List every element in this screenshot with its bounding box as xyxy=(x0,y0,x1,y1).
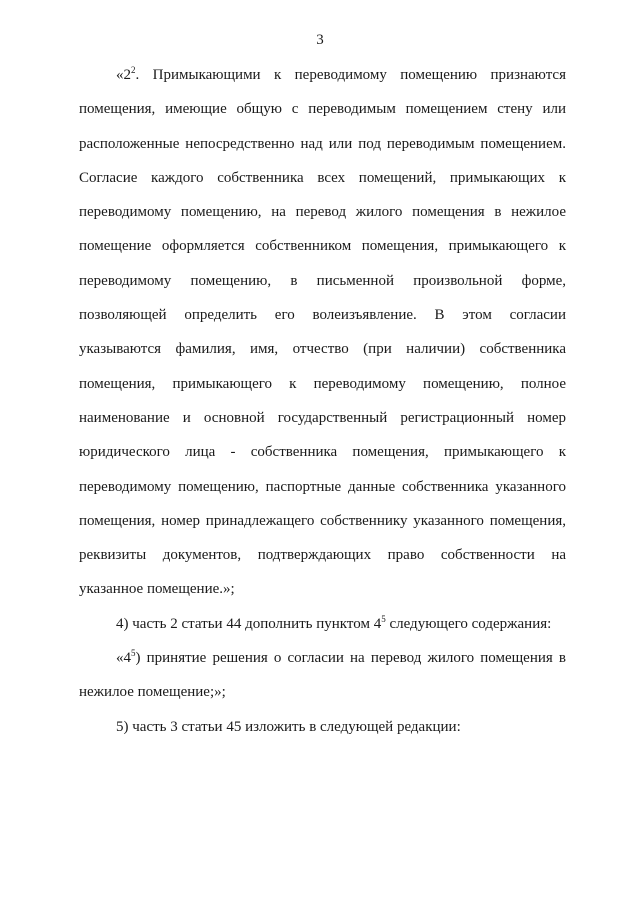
page-number: 3 xyxy=(316,32,324,48)
paragraph-line: переводимому помещению, в письменной произвольной форме, xyxy=(79,272,566,289)
paragraph-line: указанное помещение.»; xyxy=(79,581,235,598)
quote-open: «4 xyxy=(116,650,131,667)
paragraph-line: помещения, имеющие общую с переводимым помещением стену или xyxy=(79,101,566,118)
document-body xyxy=(79,64,566,750)
paragraph-line: Согласие каждого собственника всех помещений, примыкающих к xyxy=(79,169,566,186)
paragraph-text: . Примыкающими к переводимому помещению признаются xyxy=(135,67,566,83)
paragraph-line: наименование и основной государственный регистрационный номер xyxy=(79,409,566,426)
paragraph-text: следующего содержания: xyxy=(385,615,552,632)
paragraph-line xyxy=(79,64,566,98)
paragraph-line: помещения, примыкающего к переводимому помещению, полное xyxy=(79,375,566,392)
superscript: 5 xyxy=(131,648,136,659)
paragraph-line: указываются фамилия, имя, отчество (при наличии) собственника xyxy=(79,341,566,358)
item-4-quote-line: нежилое помещение;»; xyxy=(79,684,226,701)
superscript: 5 xyxy=(381,613,386,624)
paragraph-line: юридического лица - собственника помещения, примыкающего к xyxy=(79,444,566,461)
paragraph-line: расположенные непосредственно над или под переводимым помещением. xyxy=(79,135,566,152)
item-4 xyxy=(79,613,566,647)
superscript: 2 xyxy=(131,65,136,75)
paragraph-line: помещения, номер принадлежащего собственнику указанного помещения, xyxy=(79,512,566,529)
paragraph-line: позволяющей определить его волеизъявление. В этом согласии xyxy=(79,307,566,324)
item-4-quote-line xyxy=(79,647,566,681)
item-5: 5) часть 3 статьи 45 изложить в следующей редакции: xyxy=(116,718,461,735)
paragraph-text: 4) часть 2 статьи 44 дополнить пунктом 4 xyxy=(116,615,382,632)
paragraph-line: переводимому помещению, на перевод жилого помещения в нежилое xyxy=(79,204,566,221)
paragraph-text: ) принятие решения о согласии на перевод жилого помещения в xyxy=(135,650,566,667)
paragraph-line: реквизиты документов, подтверждающих право собственности на xyxy=(79,547,566,564)
paragraph-line: переводимому помещению, паспортные данные собственника указанного xyxy=(79,478,566,495)
paragraph-line: помещение оформляется собственником помещения, примыкающего к xyxy=(79,238,566,255)
quote-open: «2 xyxy=(116,67,131,83)
